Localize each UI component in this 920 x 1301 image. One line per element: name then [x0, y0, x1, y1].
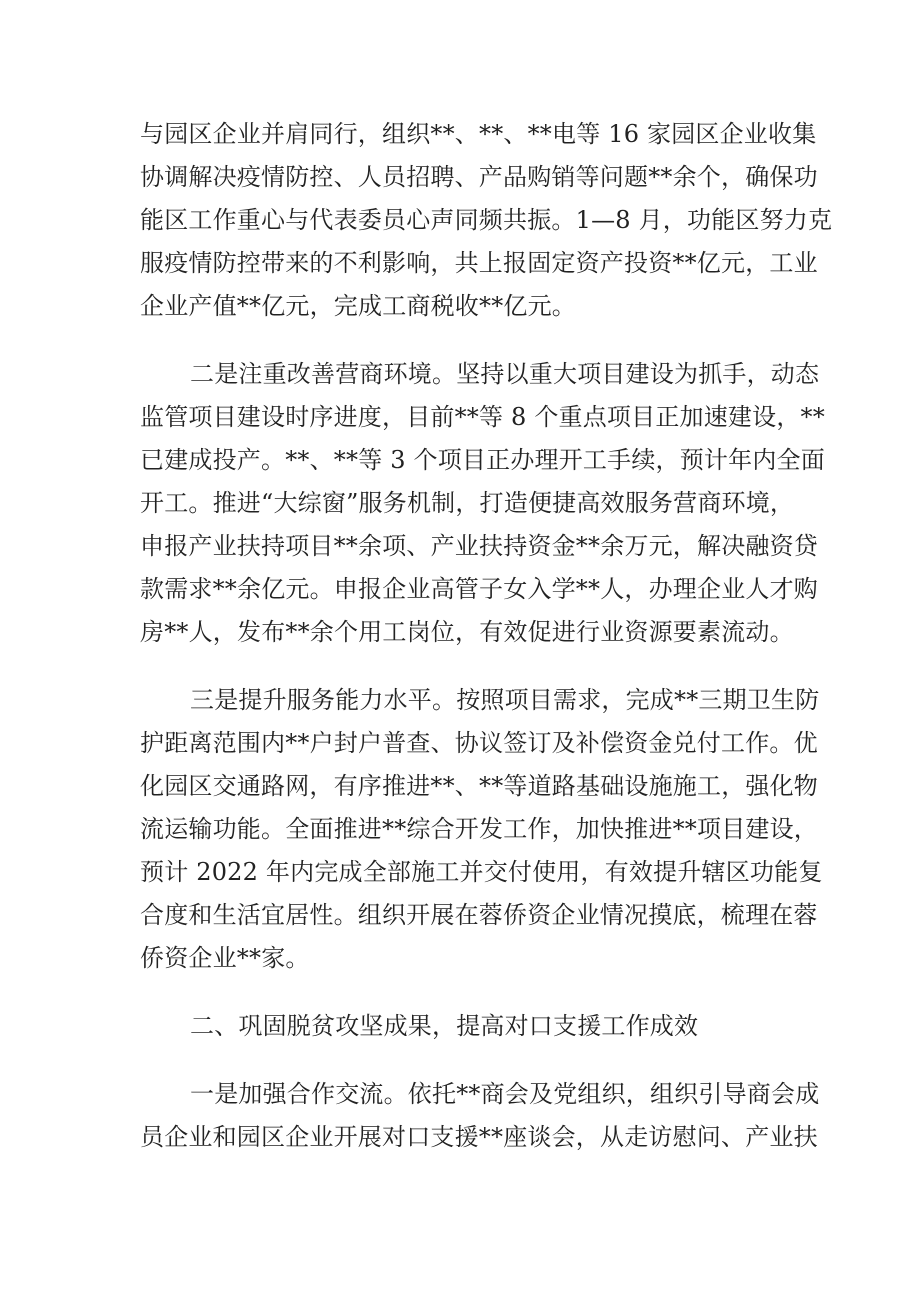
paragraph-1-line-4: 服疫情防控带来的不利影响，共上报固定资产投资**亿元，工业 — [140, 249, 818, 277]
paragraph-5-line-2: 员企业和园区企业开展对口支援**座谈会，从走访慰问、产业扶 — [140, 1123, 818, 1151]
paragraph-3-line-7: 侨资企业**家。 — [140, 944, 310, 972]
paragraph-2-line-5: 申报产业扶持项目**余项、产业扶持资金**余万元，解决融资贷 — [140, 532, 818, 560]
paragraph-2-line-1: 二是注重改善营商环境。坚持以重大项目建设为抓手，动态 — [190, 360, 820, 388]
section-heading: 二、巩固脱贫攻坚成果，提高对口支援工作成效 — [190, 1012, 699, 1040]
paragraph-2-line-6: 款需求**余亿元。申报企业高管子女入学**人，办理企业人才购 — [140, 575, 818, 603]
paragraph-3-line-6: 合度和生活宜居性。组织开展在蓉侨资企业情况摸底，梳理在蓉 — [140, 901, 818, 929]
paragraph-3-line-2: 护距离范围内**户封户普查、协议签订及补偿资金兑付工作。优 — [140, 729, 818, 757]
paragraph-2-line-4: 开工。推进“大综窗”服务机制，打造便捷高效服务营商环境， — [140, 489, 795, 517]
paragraph-3-line-1: 三是提升服务能力水平。按照项目需求，完成**三期卫生防 — [190, 686, 820, 714]
paragraph-2-line-3: 已建成投产。**、**等 3 个项目正办理开工手续，预计年内全面 — [140, 446, 825, 474]
paragraph-1-line-5: 企业产值**亿元，完成工商税收**亿元。 — [140, 292, 576, 320]
paragraph-3-line-3: 化园区交通路网，有序推进**、**等道路基础设施施工，强化物 — [140, 772, 818, 800]
paragraph-3-line-4: 流运输功能。全面推进**综合开发工作，加快推进**项目建设， — [140, 815, 818, 843]
paragraph-3-line-5: 预计 2022 年内完成全部施工并交付使用，有效提升辖区功能复 — [140, 858, 823, 886]
paragraph-2-line-7: 房**人，发布**余个用工岗位，有效促进行业资源要素流动。 — [140, 618, 794, 646]
paragraph-5-line-1: 一是加强合作交流。依托**商会及党组织，组织引导商会成 — [190, 1080, 820, 1108]
paragraph-1-line-1: 与园区企业并肩同行，组织**、**、**电等 16 家园区企业收集 — [140, 120, 817, 148]
paragraph-1-line-3: 能区工作重心与代表委员心声同频共振。1—8 月，功能区努力克 — [140, 206, 833, 234]
paragraph-1-line-2: 协调解决疫情防控、人员招聘、产品购销等问题**余个，确保功 — [140, 163, 818, 191]
paragraph-2-line-2: 监管项目建设时序进度，目前**等 8 个重点项目正加速建设，** — [140, 403, 825, 431]
